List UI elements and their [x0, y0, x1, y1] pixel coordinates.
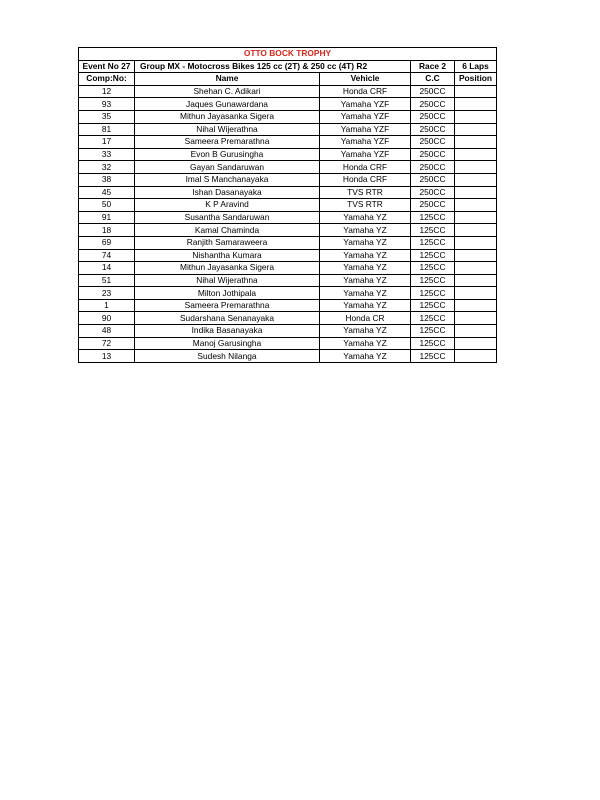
cell-comp-no: 23 [79, 287, 135, 300]
cell-cc: 125CC [411, 262, 455, 275]
cell-comp-no: 32 [79, 161, 135, 174]
race-number: Race 2 [411, 60, 455, 73]
table-row [79, 287, 497, 300]
cell-vehicle: Yamaha YZ [320, 337, 411, 350]
cell-cc: 250CC [411, 123, 455, 136]
cell-name: Imal S Manchanayaka [135, 173, 320, 186]
cell-cc: 250CC [411, 199, 455, 212]
cell-vehicle: Yamaha YZ [320, 350, 411, 363]
cell-vehicle: Yamaha YZ [320, 274, 411, 287]
cell-position [455, 325, 497, 338]
cell-comp-no: 51 [79, 274, 135, 287]
header-cc: C.C [411, 73, 455, 86]
cell-position [455, 161, 497, 174]
header-vehicle: Vehicle [320, 73, 411, 86]
cell-position [455, 123, 497, 136]
sheet-title: OTTO BOCK TROPHY [79, 48, 497, 61]
cell-comp-no: 35 [79, 110, 135, 123]
cell-name: Susantha Sandaruwan [135, 211, 320, 224]
cell-position [455, 299, 497, 312]
cell-vehicle: Yamaha YZF [320, 123, 411, 136]
cell-comp-no: 12 [79, 85, 135, 98]
cell-comp-no: 72 [79, 337, 135, 350]
cell-vehicle: Honda CRF [320, 85, 411, 98]
table-row [79, 312, 497, 325]
cell-position [455, 337, 497, 350]
cell-comp-no: 17 [79, 136, 135, 149]
cell-vehicle: Yamaha YZ [320, 262, 411, 275]
cell-position [455, 173, 497, 186]
cell-comp-no: 91 [79, 211, 135, 224]
cell-cc: 125CC [411, 337, 455, 350]
cell-name: Indika Basanayaka [135, 325, 320, 338]
cell-position [455, 287, 497, 300]
cell-name: Nihal Wijerathna [135, 123, 320, 136]
cell-comp-no: 1 [79, 299, 135, 312]
table-row [79, 249, 497, 262]
cell-cc: 250CC [411, 136, 455, 149]
cell-name: Ishan Dasanayaka [135, 186, 320, 199]
cell-vehicle: Yamaha YZ [320, 249, 411, 262]
cell-position [455, 224, 497, 237]
cell-name: Sudesh Nilanga [135, 350, 320, 363]
cell-vehicle: TVS RTR [320, 199, 411, 212]
cell-name: K P Aravind [135, 199, 320, 212]
cell-comp-no: 13 [79, 350, 135, 363]
cell-cc: 250CC [411, 173, 455, 186]
cell-vehicle: Yamaha YZF [320, 110, 411, 123]
cell-cc: 125CC [411, 236, 455, 249]
cell-vehicle: Yamaha YZ [320, 325, 411, 338]
cell-name: Sameera Premarathna [135, 299, 320, 312]
cell-name: Sudarshana Senanayaka [135, 312, 320, 325]
table-row [79, 110, 497, 123]
cell-name: Milton Jothipala [135, 287, 320, 300]
table-row [79, 262, 497, 275]
event-group: Group MX - Motocross Bikes 125 cc (2T) & 250 cc (4T) R2 [135, 60, 411, 73]
cell-vehicle: Yamaha YZ [320, 236, 411, 249]
table-row [79, 274, 497, 287]
cell-vehicle: Yamaha YZF [320, 136, 411, 149]
cell-position [455, 211, 497, 224]
table-row [79, 325, 497, 338]
cell-comp-no: 14 [79, 262, 135, 275]
cell-comp-no: 50 [79, 199, 135, 212]
cell-position [455, 199, 497, 212]
cell-vehicle: Honda CR [320, 312, 411, 325]
cell-cc: 125CC [411, 312, 455, 325]
cell-name: Kamal Chaminda [135, 224, 320, 237]
table-row [79, 148, 497, 161]
cell-cc: 250CC [411, 98, 455, 111]
table-row [79, 173, 497, 186]
cell-comp-no: 48 [79, 325, 135, 338]
cell-cc: 125CC [411, 350, 455, 363]
cell-vehicle: Yamaha YZ [320, 299, 411, 312]
table-row [79, 136, 497, 149]
table-row [79, 98, 497, 111]
cell-cc: 250CC [411, 148, 455, 161]
event-row [79, 60, 497, 73]
cell-cc: 125CC [411, 325, 455, 338]
cell-position [455, 98, 497, 111]
cell-position [455, 262, 497, 275]
table-row [79, 299, 497, 312]
cell-position [455, 186, 497, 199]
cell-name: Nishantha Kumara [135, 249, 320, 262]
cell-position [455, 110, 497, 123]
table-row [79, 199, 497, 212]
cell-cc: 250CC [411, 161, 455, 174]
cell-cc: 125CC [411, 287, 455, 300]
cell-vehicle: Yamaha YZF [320, 98, 411, 111]
header-position: Position [455, 73, 497, 86]
cell-vehicle: Yamaha YZ [320, 287, 411, 300]
cell-vehicle: Yamaha YZ [320, 224, 411, 237]
cell-comp-no: 90 [79, 312, 135, 325]
cell-position [455, 85, 497, 98]
cell-position [455, 136, 497, 149]
table-row [79, 236, 497, 249]
cell-comp-no: 69 [79, 236, 135, 249]
cell-position [455, 249, 497, 262]
cell-position [455, 312, 497, 325]
cell-position [455, 350, 497, 363]
header-comp-no: Comp:No: [79, 73, 135, 86]
table-row [79, 123, 497, 136]
table-row [79, 186, 497, 199]
cell-vehicle: Yamaha YZF [320, 148, 411, 161]
cell-name: Jaques Gunawardana [135, 98, 320, 111]
cell-cc: 125CC [411, 224, 455, 237]
cell-position [455, 148, 497, 161]
cell-vehicle: Yamaha YZ [320, 211, 411, 224]
cell-comp-no: 38 [79, 173, 135, 186]
cell-name: Ranjith Samaraweera [135, 236, 320, 249]
lap-count: 6 Laps [455, 60, 497, 73]
cell-comp-no: 45 [79, 186, 135, 199]
title-row [79, 48, 497, 61]
cell-comp-no: 18 [79, 224, 135, 237]
entry-list-table [78, 47, 497, 363]
event-number: Event No 27 [79, 60, 135, 73]
table-row [79, 161, 497, 174]
cell-name: Sameera Premarathna [135, 136, 320, 149]
cell-cc: 125CC [411, 211, 455, 224]
cell-comp-no: 33 [79, 148, 135, 161]
cell-name: Mithun Jayasanka Sigera [135, 110, 320, 123]
column-header-row [79, 73, 497, 86]
cell-name: Nihal Wijerathna [135, 274, 320, 287]
cell-vehicle: TVS RTR [320, 186, 411, 199]
header-name: Name [135, 73, 320, 86]
cell-comp-no: 74 [79, 249, 135, 262]
cell-name: Shehan C. Adikari [135, 85, 320, 98]
cell-position [455, 274, 497, 287]
cell-cc: 125CC [411, 274, 455, 287]
cell-cc: 125CC [411, 249, 455, 262]
table-row [79, 337, 497, 350]
cell-cc: 250CC [411, 110, 455, 123]
cell-comp-no: 81 [79, 123, 135, 136]
cell-comp-no: 93 [79, 98, 135, 111]
cell-position [455, 236, 497, 249]
cell-name: Manoj Garusingha [135, 337, 320, 350]
table-row [79, 211, 497, 224]
cell-name: Mithun Jayasanka Sigera [135, 262, 320, 275]
cell-vehicle: Honda CRF [320, 173, 411, 186]
table-row [79, 85, 497, 98]
cell-vehicle: Honda CRF [320, 161, 411, 174]
table-row [79, 224, 497, 237]
cell-name: Evon B Gurusingha [135, 148, 320, 161]
table-row [79, 350, 497, 363]
cell-name: Gayan Sandaruwan [135, 161, 320, 174]
cell-cc: 125CC [411, 299, 455, 312]
cell-cc: 250CC [411, 85, 455, 98]
cell-cc: 250CC [411, 186, 455, 199]
